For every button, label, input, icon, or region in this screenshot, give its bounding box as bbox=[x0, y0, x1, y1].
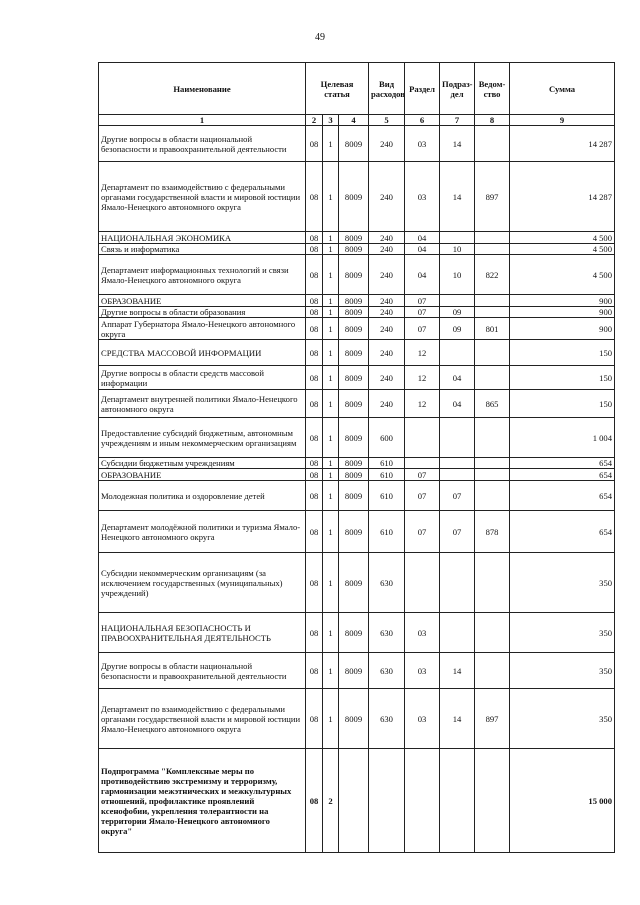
row-name: Департамент по взаимодействию с федеральными органами государственной власти и мировой юстиции Ямало-Ненецкого автономного округа bbox=[99, 689, 306, 749]
row-expense-kind: 610 bbox=[369, 458, 405, 469]
row-name: Другие вопросы в области национальной безопасности и правоохранительной деятельности bbox=[99, 653, 306, 689]
row-section: 07 bbox=[405, 307, 440, 318]
table-row bbox=[99, 613, 615, 653]
row-department: 878 bbox=[475, 511, 510, 553]
row-name: Департамент информационных технологий и связи Ямало-Ненецкого автономного округа bbox=[99, 255, 306, 295]
row-section: 03 bbox=[405, 653, 440, 689]
table-row bbox=[99, 390, 615, 418]
table-row bbox=[99, 126, 615, 162]
row-target-program: 08 bbox=[306, 295, 323, 307]
row-target-program: 08 bbox=[306, 390, 323, 418]
row-target-program: 08 bbox=[306, 340, 323, 366]
row-target-code: 8009 bbox=[339, 232, 369, 244]
row-target-subprogram: 1 bbox=[323, 613, 339, 653]
row-subsection: 14 bbox=[440, 689, 475, 749]
row-name: Подпрограмма "Комплексные меры по противодействию экстремизму и терроризму, гармонизации межэтнических и межкультурных отношений, профилактике проявлений ксенофобии, укрепления толерантности на территории Ямало-Ненецкого автономного округа" bbox=[99, 749, 306, 853]
row-sum: 150 bbox=[510, 366, 615, 390]
index-cell: 7 bbox=[440, 115, 475, 126]
row-expense-kind: 240 bbox=[369, 232, 405, 244]
row-target-program: 08 bbox=[306, 318, 323, 340]
row-department bbox=[475, 458, 510, 469]
row-target-program: 08 bbox=[306, 366, 323, 390]
row-section: 03 bbox=[405, 613, 440, 653]
row-target-code: 8009 bbox=[339, 307, 369, 318]
row-sum: 1 004 bbox=[510, 418, 615, 458]
row-expense-kind: 240 bbox=[369, 318, 405, 340]
row-department bbox=[475, 418, 510, 458]
row-subsection: 09 bbox=[440, 318, 475, 340]
row-expense-kind: 600 bbox=[369, 418, 405, 458]
row-expense-kind: 630 bbox=[369, 613, 405, 653]
row-target-code: 8009 bbox=[339, 511, 369, 553]
row-expense-kind: 610 bbox=[369, 481, 405, 511]
table-row bbox=[99, 481, 615, 511]
table-row bbox=[99, 689, 615, 749]
row-expense-kind: 240 bbox=[369, 390, 405, 418]
row-target-code: 8009 bbox=[339, 366, 369, 390]
row-department: 897 bbox=[475, 689, 510, 749]
header-subsection: Подраз-дел bbox=[440, 63, 475, 115]
row-expense-kind: 630 bbox=[369, 689, 405, 749]
row-subsection: 14 bbox=[440, 126, 475, 162]
row-target-code: 8009 bbox=[339, 653, 369, 689]
row-department: 822 bbox=[475, 255, 510, 295]
row-section: 12 bbox=[405, 340, 440, 366]
row-section bbox=[405, 749, 440, 853]
row-expense-kind: 240 bbox=[369, 307, 405, 318]
row-target-code: 8009 bbox=[339, 613, 369, 653]
row-target-code: 8009 bbox=[339, 469, 369, 481]
row-sum: 150 bbox=[510, 390, 615, 418]
row-expense-kind: 240 bbox=[369, 255, 405, 295]
row-expense-kind: 240 bbox=[369, 295, 405, 307]
row-section: 07 bbox=[405, 469, 440, 481]
row-target-program: 08 bbox=[306, 553, 323, 613]
index-cell: 3 bbox=[323, 115, 339, 126]
row-target-subprogram: 1 bbox=[323, 232, 339, 244]
row-sum: 4 500 bbox=[510, 232, 615, 244]
row-subsection bbox=[440, 340, 475, 366]
row-department bbox=[475, 244, 510, 255]
row-subsection bbox=[440, 749, 475, 853]
header-section: Раздел bbox=[405, 63, 440, 115]
row-name: Департамент внутренней политики Ямало-Ненецкого автономного округа bbox=[99, 390, 306, 418]
row-target-code: 8009 bbox=[339, 481, 369, 511]
row-section: 07 bbox=[405, 481, 440, 511]
row-target-subprogram: 1 bbox=[323, 653, 339, 689]
row-target-program: 08 bbox=[306, 255, 323, 295]
row-target-code: 8009 bbox=[339, 162, 369, 232]
row-target-program: 08 bbox=[306, 469, 323, 481]
row-sum: 14 287 bbox=[510, 162, 615, 232]
row-sum: 4 500 bbox=[510, 255, 615, 295]
row-sum: 15 000 bbox=[510, 749, 615, 853]
row-name: НАЦИОНАЛЬНАЯ ЭКОНОМИКА bbox=[99, 232, 306, 244]
index-row bbox=[99, 115, 615, 126]
row-subsection bbox=[440, 232, 475, 244]
header-row bbox=[99, 63, 615, 115]
row-name: Другие вопросы в области образования bbox=[99, 307, 306, 318]
row-target-program: 08 bbox=[306, 749, 323, 853]
row-target-code: 8009 bbox=[339, 458, 369, 469]
row-expense-kind: 630 bbox=[369, 653, 405, 689]
row-target-program: 08 bbox=[306, 689, 323, 749]
row-target-program: 08 bbox=[306, 481, 323, 511]
row-department: 801 bbox=[475, 318, 510, 340]
table-row bbox=[99, 511, 615, 553]
row-target-program: 08 bbox=[306, 162, 323, 232]
table-row bbox=[99, 469, 615, 481]
row-target-code: 8009 bbox=[339, 244, 369, 255]
table-row bbox=[99, 307, 615, 318]
row-target-code: 8009 bbox=[339, 318, 369, 340]
row-department bbox=[475, 126, 510, 162]
row-department bbox=[475, 653, 510, 689]
row-expense-kind: 240 bbox=[369, 244, 405, 255]
row-expense-kind: 240 bbox=[369, 366, 405, 390]
table-row bbox=[99, 553, 615, 613]
row-subsection bbox=[440, 295, 475, 307]
row-name: ОБРАЗОВАНИЕ bbox=[99, 469, 306, 481]
row-subsection: 04 bbox=[440, 366, 475, 390]
table-row bbox=[99, 366, 615, 390]
index-cell: 9 bbox=[510, 115, 615, 126]
row-target-code: 8009 bbox=[339, 255, 369, 295]
row-department: 897 bbox=[475, 162, 510, 232]
row-target-subprogram: 1 bbox=[323, 689, 339, 749]
row-name: Предоставление субсидий бюджетным, автономным учреждениям и иным некоммерческим организациям bbox=[99, 418, 306, 458]
table-row bbox=[99, 340, 615, 366]
table-row bbox=[99, 255, 615, 295]
row-target-program: 08 bbox=[306, 307, 323, 318]
table-row bbox=[99, 458, 615, 469]
budget-table bbox=[98, 62, 615, 853]
row-section bbox=[405, 418, 440, 458]
table-row bbox=[99, 749, 615, 853]
row-target-program: 08 bbox=[306, 418, 323, 458]
row-department bbox=[475, 749, 510, 853]
header-sum: Сумма bbox=[510, 63, 615, 115]
table-row bbox=[99, 318, 615, 340]
row-target-subprogram: 1 bbox=[323, 340, 339, 366]
row-name: СРЕДСТВА МАССОВОЙ ИНФОРМАЦИИ bbox=[99, 340, 306, 366]
row-target-program: 08 bbox=[306, 613, 323, 653]
table-row bbox=[99, 418, 615, 458]
row-section: 03 bbox=[405, 126, 440, 162]
row-target-code: 8009 bbox=[339, 390, 369, 418]
row-sum: 900 bbox=[510, 295, 615, 307]
row-sum: 350 bbox=[510, 613, 615, 653]
row-target-subprogram: 1 bbox=[323, 295, 339, 307]
row-sum: 14 287 bbox=[510, 126, 615, 162]
row-sum: 900 bbox=[510, 307, 615, 318]
row-target-subprogram: 1 bbox=[323, 307, 339, 318]
table-row bbox=[99, 295, 615, 307]
row-name: Аппарат Губернатора Ямало-Ненецкого автономного округа bbox=[99, 318, 306, 340]
row-section: 12 bbox=[405, 390, 440, 418]
row-target-subprogram: 1 bbox=[323, 126, 339, 162]
row-target-code: 8009 bbox=[339, 418, 369, 458]
row-name: Департамент по взаимодействию с федеральными органами государственной власти и мировой юстиции Ямало-Ненецкого автономного округа bbox=[99, 162, 306, 232]
row-name: Другие вопросы в области средств массовой информации bbox=[99, 366, 306, 390]
row-target-code: 8009 bbox=[339, 126, 369, 162]
row-target-subprogram: 1 bbox=[323, 458, 339, 469]
row-subsection: 10 bbox=[440, 255, 475, 295]
row-department: 865 bbox=[475, 390, 510, 418]
row-section: 12 bbox=[405, 366, 440, 390]
index-cell: 4 bbox=[339, 115, 369, 126]
row-section: 04 bbox=[405, 232, 440, 244]
index-cell: 5 bbox=[369, 115, 405, 126]
row-name: НАЦИОНАЛЬНАЯ БЕЗОПАСНОСТЬ И ПРАВООХРАНИТЕЛЬНАЯ ДЕЯТЕЛЬНОСТЬ bbox=[99, 613, 306, 653]
row-name: Субсидии некоммерческим организациям (за исключением государственных (муниципальных) учреждений) bbox=[99, 553, 306, 613]
row-subsection: 04 bbox=[440, 390, 475, 418]
row-target-subprogram: 1 bbox=[323, 244, 339, 255]
row-name: Молодежная политика и оздоровление детей bbox=[99, 481, 306, 511]
row-sum: 350 bbox=[510, 653, 615, 689]
row-target-program: 08 bbox=[306, 232, 323, 244]
row-expense-kind: 610 bbox=[369, 469, 405, 481]
row-department bbox=[475, 340, 510, 366]
page-number: 49 bbox=[315, 32, 325, 43]
row-subsection bbox=[440, 613, 475, 653]
row-target-subprogram: 1 bbox=[323, 481, 339, 511]
row-department bbox=[475, 232, 510, 244]
row-name: Субсидии бюджетным учреждениям bbox=[99, 458, 306, 469]
row-section: 04 bbox=[405, 255, 440, 295]
row-subsection: 14 bbox=[440, 162, 475, 232]
row-expense-kind: 240 bbox=[369, 162, 405, 232]
row-section: 07 bbox=[405, 295, 440, 307]
row-target-subprogram: 1 bbox=[323, 318, 339, 340]
row-expense-kind: 610 bbox=[369, 511, 405, 553]
row-subsection: 14 bbox=[440, 653, 475, 689]
header-target-article: Целевая статья bbox=[306, 63, 369, 115]
row-expense-kind: 240 bbox=[369, 340, 405, 366]
row-target-subprogram: 1 bbox=[323, 418, 339, 458]
row-sum: 654 bbox=[510, 469, 615, 481]
index-cell: 8 bbox=[475, 115, 510, 126]
row-subsection: 07 bbox=[440, 511, 475, 553]
table-row bbox=[99, 232, 615, 244]
row-subsection bbox=[440, 469, 475, 481]
header-expense-kind: Вид расходов bbox=[369, 63, 405, 115]
row-department bbox=[475, 366, 510, 390]
row-target-program: 08 bbox=[306, 458, 323, 469]
row-sum: 350 bbox=[510, 689, 615, 749]
row-department bbox=[475, 553, 510, 613]
index-cell: 1 bbox=[99, 115, 306, 126]
index-cell: 6 bbox=[405, 115, 440, 126]
row-sum: 4 500 bbox=[510, 244, 615, 255]
row-sum: 900 bbox=[510, 318, 615, 340]
row-section: 07 bbox=[405, 318, 440, 340]
row-department bbox=[475, 481, 510, 511]
row-department bbox=[475, 469, 510, 481]
row-target-subprogram: 2 bbox=[323, 749, 339, 853]
row-target-code: 8009 bbox=[339, 553, 369, 613]
row-expense-kind: 630 bbox=[369, 553, 405, 613]
row-target-code: 8009 bbox=[339, 340, 369, 366]
table-row bbox=[99, 244, 615, 255]
table-row bbox=[99, 653, 615, 689]
row-department bbox=[475, 307, 510, 318]
row-target-subprogram: 1 bbox=[323, 511, 339, 553]
row-target-subprogram: 1 bbox=[323, 469, 339, 481]
row-department bbox=[475, 295, 510, 307]
row-section bbox=[405, 458, 440, 469]
row-target-program: 08 bbox=[306, 653, 323, 689]
row-subsection: 07 bbox=[440, 481, 475, 511]
row-sum: 150 bbox=[510, 340, 615, 366]
row-sum: 350 bbox=[510, 553, 615, 613]
row-section: 04 bbox=[405, 244, 440, 255]
index-cell: 2 bbox=[306, 115, 323, 126]
row-subsection: 10 bbox=[440, 244, 475, 255]
header-name: Наименование bbox=[99, 63, 306, 115]
row-target-code: 8009 bbox=[339, 295, 369, 307]
row-name: Департамент молодёжной политики и туризма Ямало-Ненецкого автономного округа bbox=[99, 511, 306, 553]
row-section: 03 bbox=[405, 162, 440, 232]
row-sum: 654 bbox=[510, 481, 615, 511]
row-subsection bbox=[440, 418, 475, 458]
row-section: 03 bbox=[405, 689, 440, 749]
row-expense-kind: 240 bbox=[369, 126, 405, 162]
row-subsection bbox=[440, 553, 475, 613]
row-target-program: 08 bbox=[306, 511, 323, 553]
row-name: Связь и информатика bbox=[99, 244, 306, 255]
row-section: 07 bbox=[405, 511, 440, 553]
row-subsection bbox=[440, 458, 475, 469]
row-target-code bbox=[339, 749, 369, 853]
row-target-subprogram: 1 bbox=[323, 553, 339, 613]
header-department: Ведом-ство bbox=[475, 63, 510, 115]
row-department bbox=[475, 613, 510, 653]
row-section bbox=[405, 553, 440, 613]
row-subsection: 09 bbox=[440, 307, 475, 318]
row-target-subprogram: 1 bbox=[323, 366, 339, 390]
row-target-subprogram: 1 bbox=[323, 255, 339, 295]
row-expense-kind bbox=[369, 749, 405, 853]
row-target-program: 08 bbox=[306, 244, 323, 255]
row-target-subprogram: 1 bbox=[323, 162, 339, 232]
row-target-program: 08 bbox=[306, 126, 323, 162]
row-target-code: 8009 bbox=[339, 689, 369, 749]
row-target-subprogram: 1 bbox=[323, 390, 339, 418]
table-row bbox=[99, 162, 615, 232]
row-name: ОБРАЗОВАНИЕ bbox=[99, 295, 306, 307]
row-sum: 654 bbox=[510, 458, 615, 469]
row-sum: 654 bbox=[510, 511, 615, 553]
row-name: Другие вопросы в области национальной безопасности и правоохранительной деятельности bbox=[99, 126, 306, 162]
